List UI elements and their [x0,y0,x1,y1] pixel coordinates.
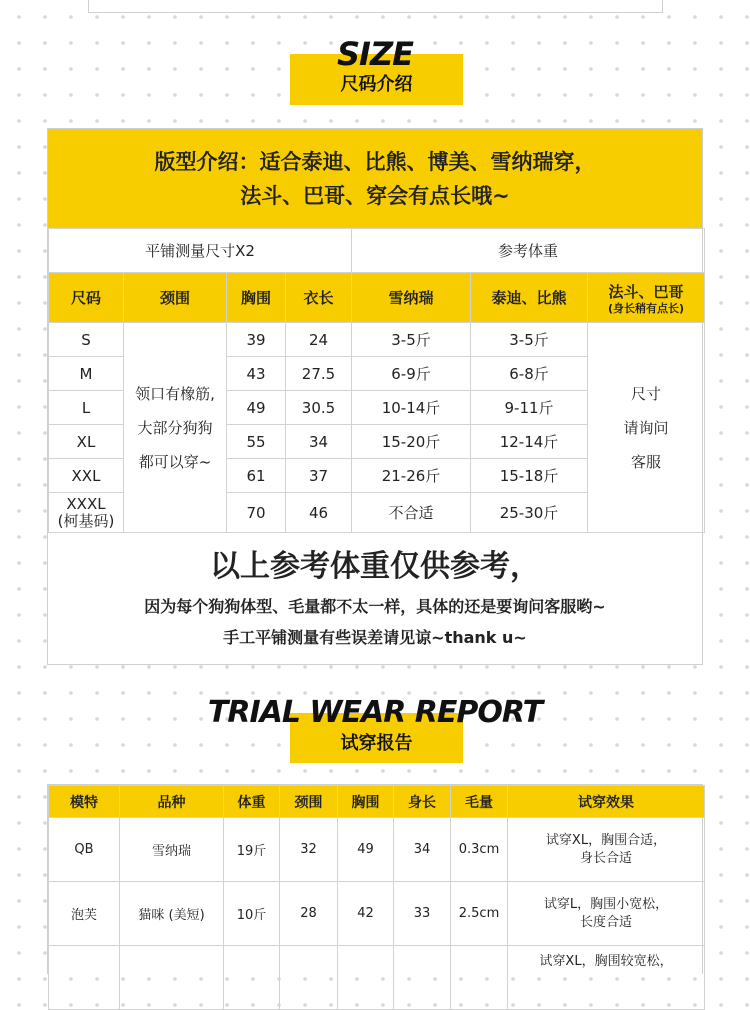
schnauzer-weight-cell: 10-14斤 [352,391,471,425]
size-cell: M [49,357,124,391]
size-cell [49,493,124,533]
table-row [49,882,705,946]
size-cell: XL [49,425,124,459]
fur-cell: 2.5cm [451,882,508,946]
chest-cell: 55 [227,425,286,459]
chest-cell: 42 [338,882,394,946]
neck-cell [280,946,338,1010]
col-frenchie [588,273,705,323]
body-cell [394,946,451,1010]
model-cell [49,946,120,1010]
size-sub-label: (柯基码) [57,511,115,530]
trial-script-title: TRIAL WEAR REPORT [207,695,543,730]
reference-weight-header: 参考体重 [352,229,705,273]
chest-cell: 70 [227,493,286,533]
col-frenchie-note: (身长稍有点长) [608,301,685,315]
effect-line: 试穿XL，胸围合适， [545,832,667,848]
ask-service-line: 客服 [631,452,662,471]
col-body: 身长 [394,786,451,818]
neck-cell: 28 [280,882,338,946]
size-cn-title: 尺码介绍 [290,54,463,105]
effect-cell [508,946,705,1010]
col-schnauzer: 雪纳瑞 [352,273,471,323]
fur-cell: 0.3cm [451,818,508,882]
breed-cell: 猫咪 (美短) [120,882,224,946]
size-cell: L [49,391,124,425]
weight-cell [224,946,280,1010]
size-table [48,228,705,533]
breed-cell: 雪纳瑞 [120,818,224,882]
ask-service-line: 尺寸 [631,384,662,403]
col-model: 模特 [49,786,120,818]
schnauzer-weight-cell: 21-26斤 [352,459,471,493]
neck-note-line: 大部分狗狗 [137,418,213,437]
col-teddy: 泰迪、比熊 [471,273,588,323]
size-chart-panel [47,128,703,665]
schnauzer-weight-cell: 不合适 [352,493,471,533]
weight-cell: 10斤 [224,882,280,946]
fit-intro-line-1: 版型介绍：适合泰迪、比熊、博美、雪纳瑞穿， [154,150,596,174]
col-effect: 试穿效果 [508,786,705,818]
chest-cell: 61 [227,459,286,493]
fit-intro-line-2: 法斗、巴哥、穿会有点长哦~ [240,184,510,208]
teddy-weight-cell: 15-18斤 [471,459,588,493]
table-row [49,818,705,882]
size-script-title: SIZE [336,35,413,73]
weight-cell: 19斤 [224,818,280,882]
breed-cell [120,946,224,1010]
chest-cell: 49 [338,818,394,882]
flat-measure-header: 平铺测量尺寸X2 [49,229,352,273]
reference-note-line-2: 手工平铺测量有些误差请见谅~thank u~ [223,628,527,647]
ask-service-note [588,323,705,533]
effect-line: 长度合适 [579,914,632,930]
col-frenchie-label: 法斗、巴哥 [608,282,684,301]
size-cell: XXL [49,459,124,493]
table-row [49,323,705,357]
effect-cell [508,818,705,882]
table-row [49,946,705,1010]
length-cell: 30.5 [286,391,352,425]
teddy-weight-cell: 25-30斤 [471,493,588,533]
reference-note-title: 以上参考体重仅供参考， [210,549,540,584]
col-length: 衣长 [286,273,352,323]
length-cell: 24 [286,323,352,357]
effect-line: 身长合适 [579,850,632,866]
body-cell: 34 [394,818,451,882]
neck-note-line: 领口有橡筋, [135,384,215,403]
trial-report-table [48,785,705,1010]
length-cell: 46 [286,493,352,533]
length-cell: 34 [286,425,352,459]
neck-note-line: 都可以穿~ [138,452,212,471]
effect-line: 试穿XL，胸围较宽松， [539,954,673,969]
body-cell: 33 [394,882,451,946]
model-cell: QB [49,818,120,882]
col-breed: 品种 [120,786,224,818]
size-cell: S [49,323,124,357]
neck-note [124,323,227,533]
fit-intro-banner [48,129,702,228]
chest-cell: 43 [227,357,286,391]
schnauzer-weight-cell: 15-20斤 [352,425,471,459]
length-cell: 27.5 [286,357,352,391]
schnauzer-weight-cell: 3-5斤 [352,323,471,357]
chest-cell [338,946,394,1010]
model-cell: 泡芙 [49,882,120,946]
col-neck: 颈围 [280,786,338,818]
previous-section-box [88,0,663,13]
chest-cell: 49 [227,391,286,425]
col-chest: 胸围 [227,273,286,323]
effect-line: 试穿L，胸围小宽松， [543,896,669,912]
schnauzer-weight-cell: 6-9斤 [352,357,471,391]
trial-cn-title: 试穿报告 [290,713,463,763]
ask-service-line: 请询问 [623,418,669,437]
reference-note-line-1: 因为每个狗狗体型、毛量都不太一样，具体的还是要询问客服哟~ [144,597,606,616]
col-chest: 胸围 [338,786,394,818]
size-label: XXXL [66,494,106,513]
chest-cell: 39 [227,323,286,357]
neck-cell: 32 [280,818,338,882]
teddy-weight-cell: 9-11斤 [471,391,588,425]
col-weight: 体重 [224,786,280,818]
effect-cell [508,882,705,946]
reference-note [48,533,702,653]
trial-report-panel [47,784,703,974]
length-cell: 37 [286,459,352,493]
col-neck: 颈围 [124,273,227,323]
teddy-weight-cell: 3-5斤 [471,323,588,357]
teddy-weight-cell: 12-14斤 [471,425,588,459]
col-fur: 毛量 [451,786,508,818]
teddy-weight-cell: 6-8斤 [471,357,588,391]
fur-cell [451,946,508,1010]
col-size: 尺码 [49,273,124,323]
